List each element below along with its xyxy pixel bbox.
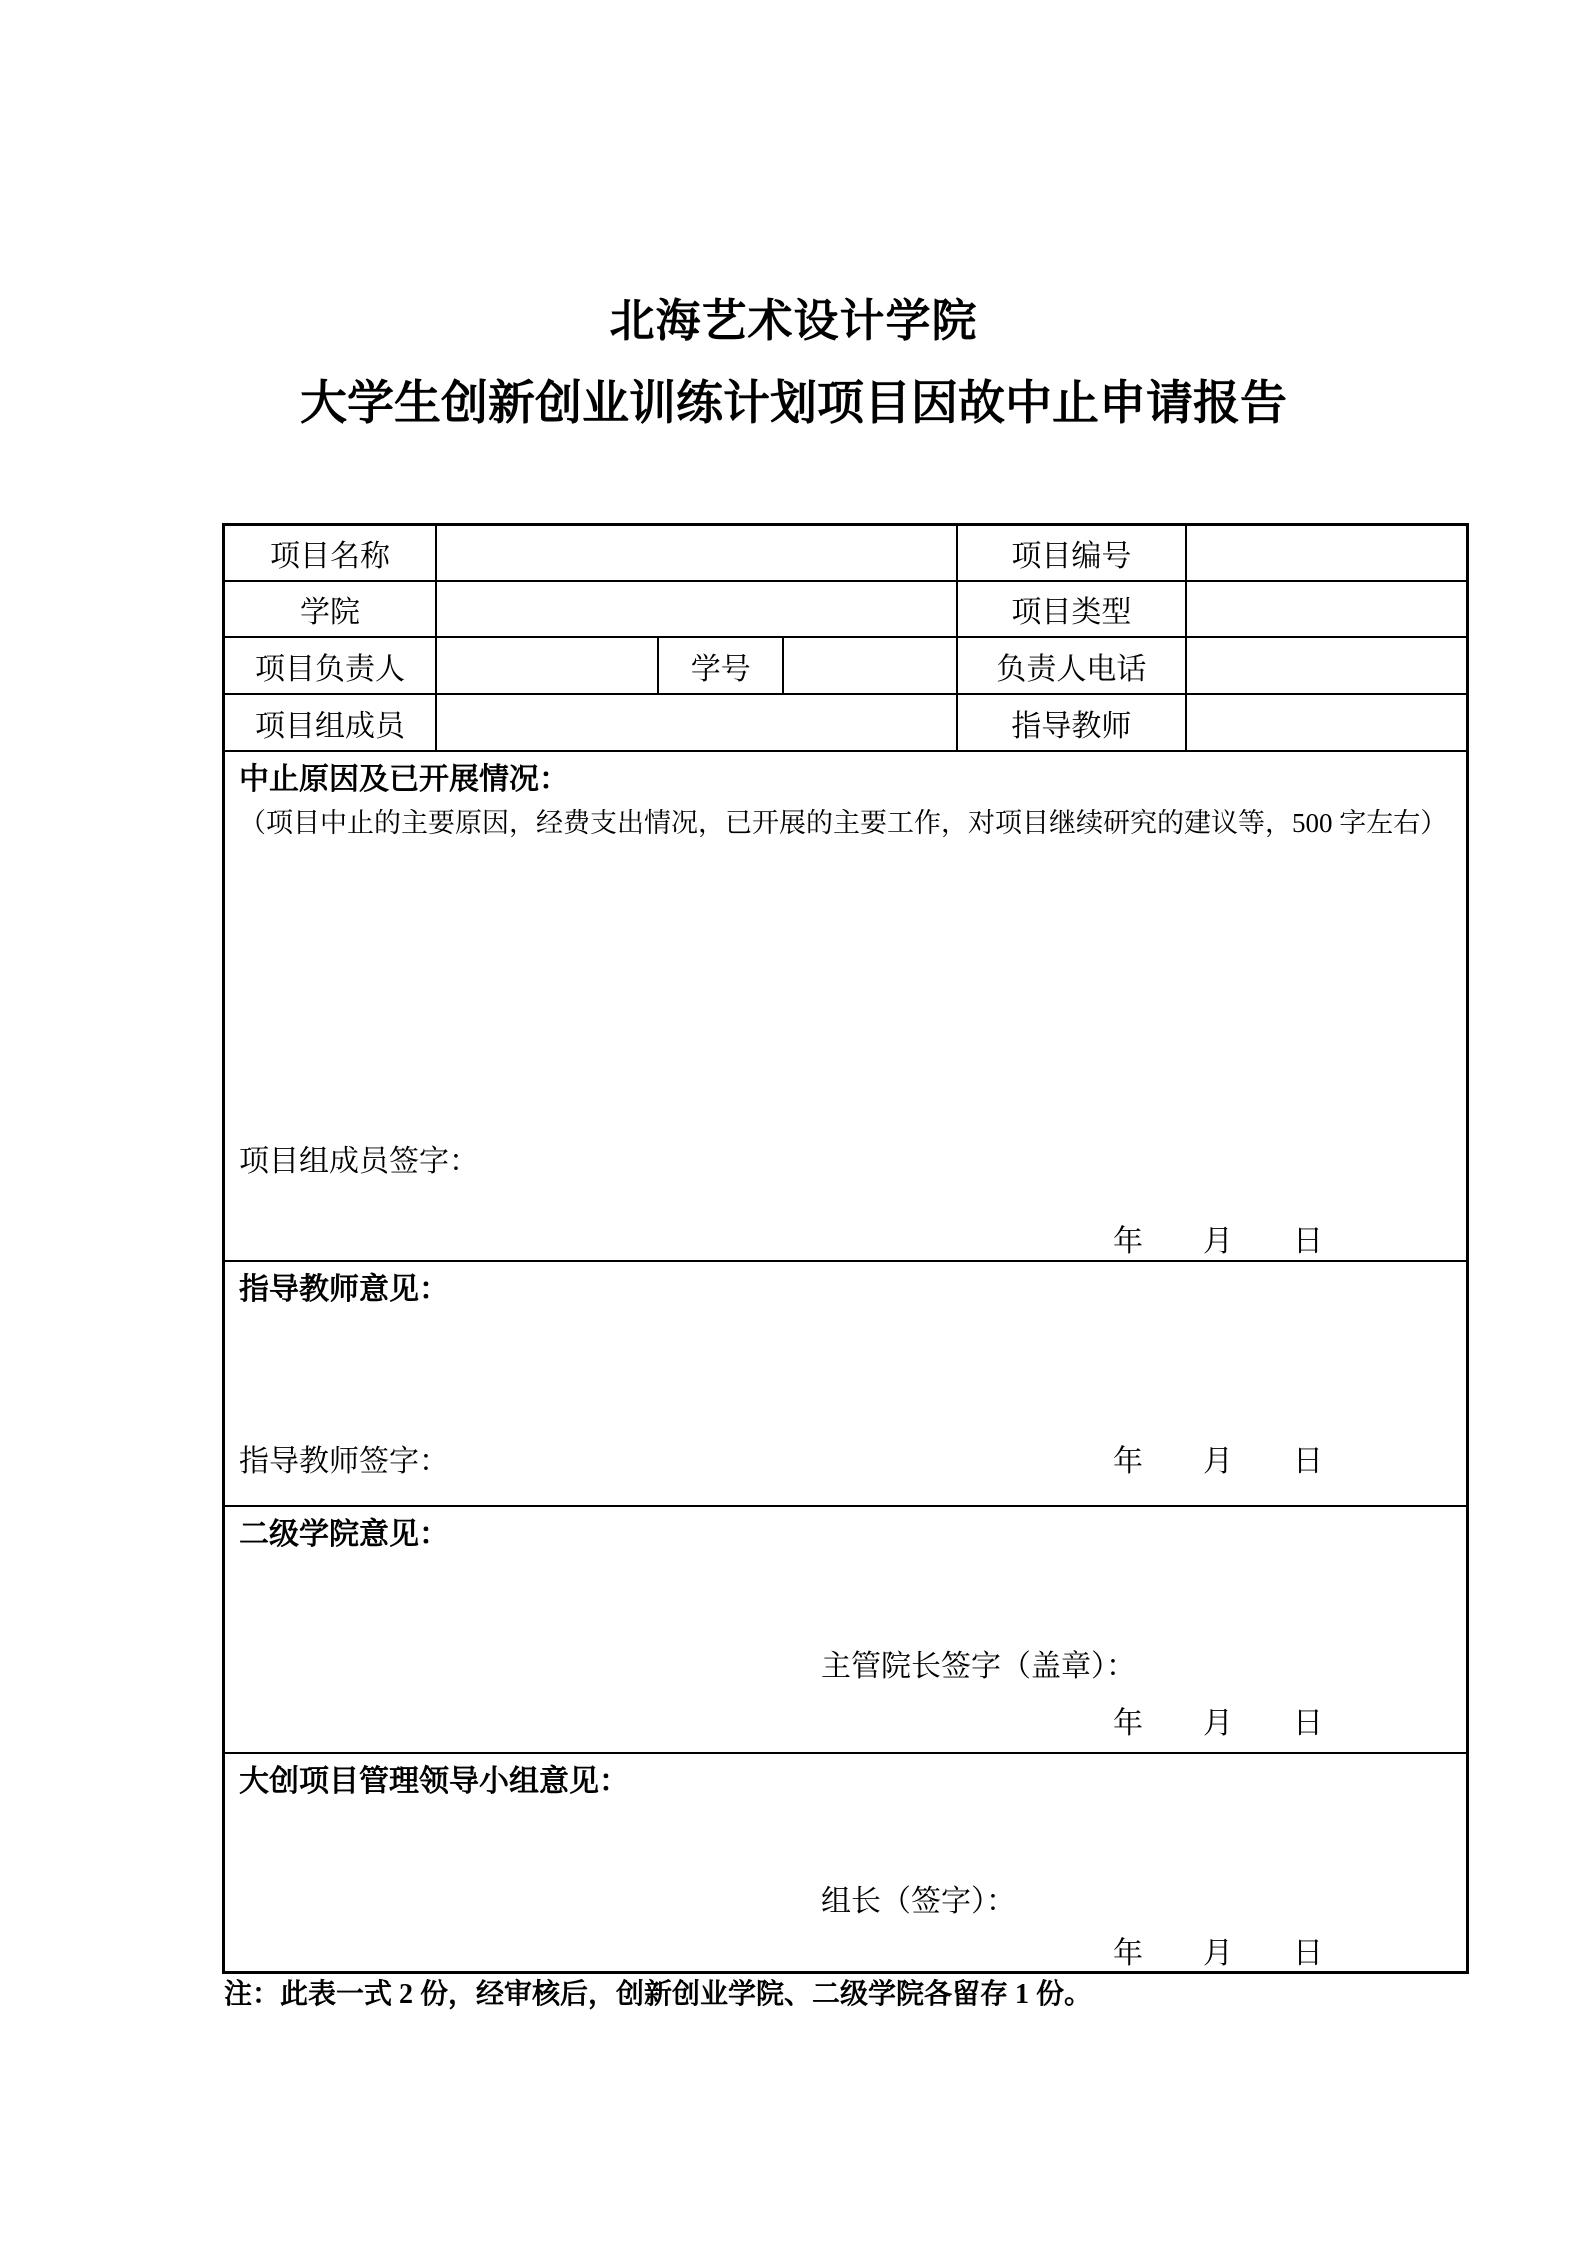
table-row-members [225, 694, 1466, 750]
leader-label: 项目负责人 [225, 637, 436, 694]
student-id-label: 学号 [658, 637, 783, 694]
project-no-field[interactable] [1186, 526, 1467, 581]
section-committee-opinion[interactable] [225, 1752, 1466, 1971]
dean-sign-label: 主管院长签字（盖章）： [821, 1650, 1136, 1683]
members-label: 项目组成员 [225, 694, 436, 750]
college-opinion-title: 二级学院意见： [239, 1518, 449, 1551]
members-sign-label: 项目组成员签字： [239, 1145, 479, 1178]
reason-date-line: 年 月 日 [1113, 1225, 1323, 1258]
advisor-field[interactable] [1186, 694, 1467, 750]
college-field[interactable] [436, 581, 957, 637]
advisor-date-line: 年 月 日 [1113, 1445, 1323, 1478]
project-no-label: 项目编号 [957, 526, 1185, 581]
project-name-field[interactable] [436, 526, 957, 581]
termination-reason-hint: （项目中止的主要原因，经费支出情况，已开展的主要工作，对项目继续研究的建议等，500 字左右） [239, 807, 1448, 838]
section-college-opinion[interactable] [225, 1505, 1466, 1752]
committee-opinion-title: 大创项目管理领导小组意见： [239, 1765, 629, 1798]
termination-reason-title: 中止原因及已开展情况： [239, 763, 569, 796]
student-id-field[interactable] [783, 637, 957, 694]
info-table [225, 526, 1466, 750]
advisor-sign-label: 指导教师签字： [239, 1445, 449, 1478]
form-title: 大学生创新创业训练计划项目因故中止申请报告 [300, 378, 1287, 430]
college-label: 学院 [225, 581, 436, 637]
advisor-opinion-title: 指导教师意见： [239, 1273, 449, 1306]
committee-date-line: 年 月 日 [1113, 1937, 1323, 1970]
project-type-label: 项目类型 [957, 581, 1185, 637]
section-advisor-opinion[interactable] [225, 1260, 1466, 1505]
section-termination-reason[interactable] [225, 750, 1466, 1260]
project-type-field[interactable] [1186, 581, 1467, 637]
college-date-line: 年 月 日 [1113, 1707, 1323, 1740]
leader-phone-field[interactable] [1186, 637, 1467, 694]
table-row-college [225, 581, 1466, 637]
advisor-label: 指导教师 [957, 694, 1185, 750]
application-form [222, 523, 1469, 1974]
table-row-project-name [225, 526, 1466, 581]
leader-phone-label: 负责人电话 [957, 637, 1185, 694]
leader-field[interactable] [436, 637, 658, 694]
project-name-label: 项目名称 [225, 526, 436, 581]
members-field[interactable] [436, 694, 957, 750]
group-leader-sign-label: 组长（签字）： [821, 1885, 1016, 1918]
footer-note: 注：此表一式 2 份，经审核后，创新创业学院、二级学院各留存 1 份。 [224, 1979, 1093, 2010]
school-title: 北海艺术设计学院 [609, 296, 978, 346]
table-row-leader [225, 637, 1466, 694]
